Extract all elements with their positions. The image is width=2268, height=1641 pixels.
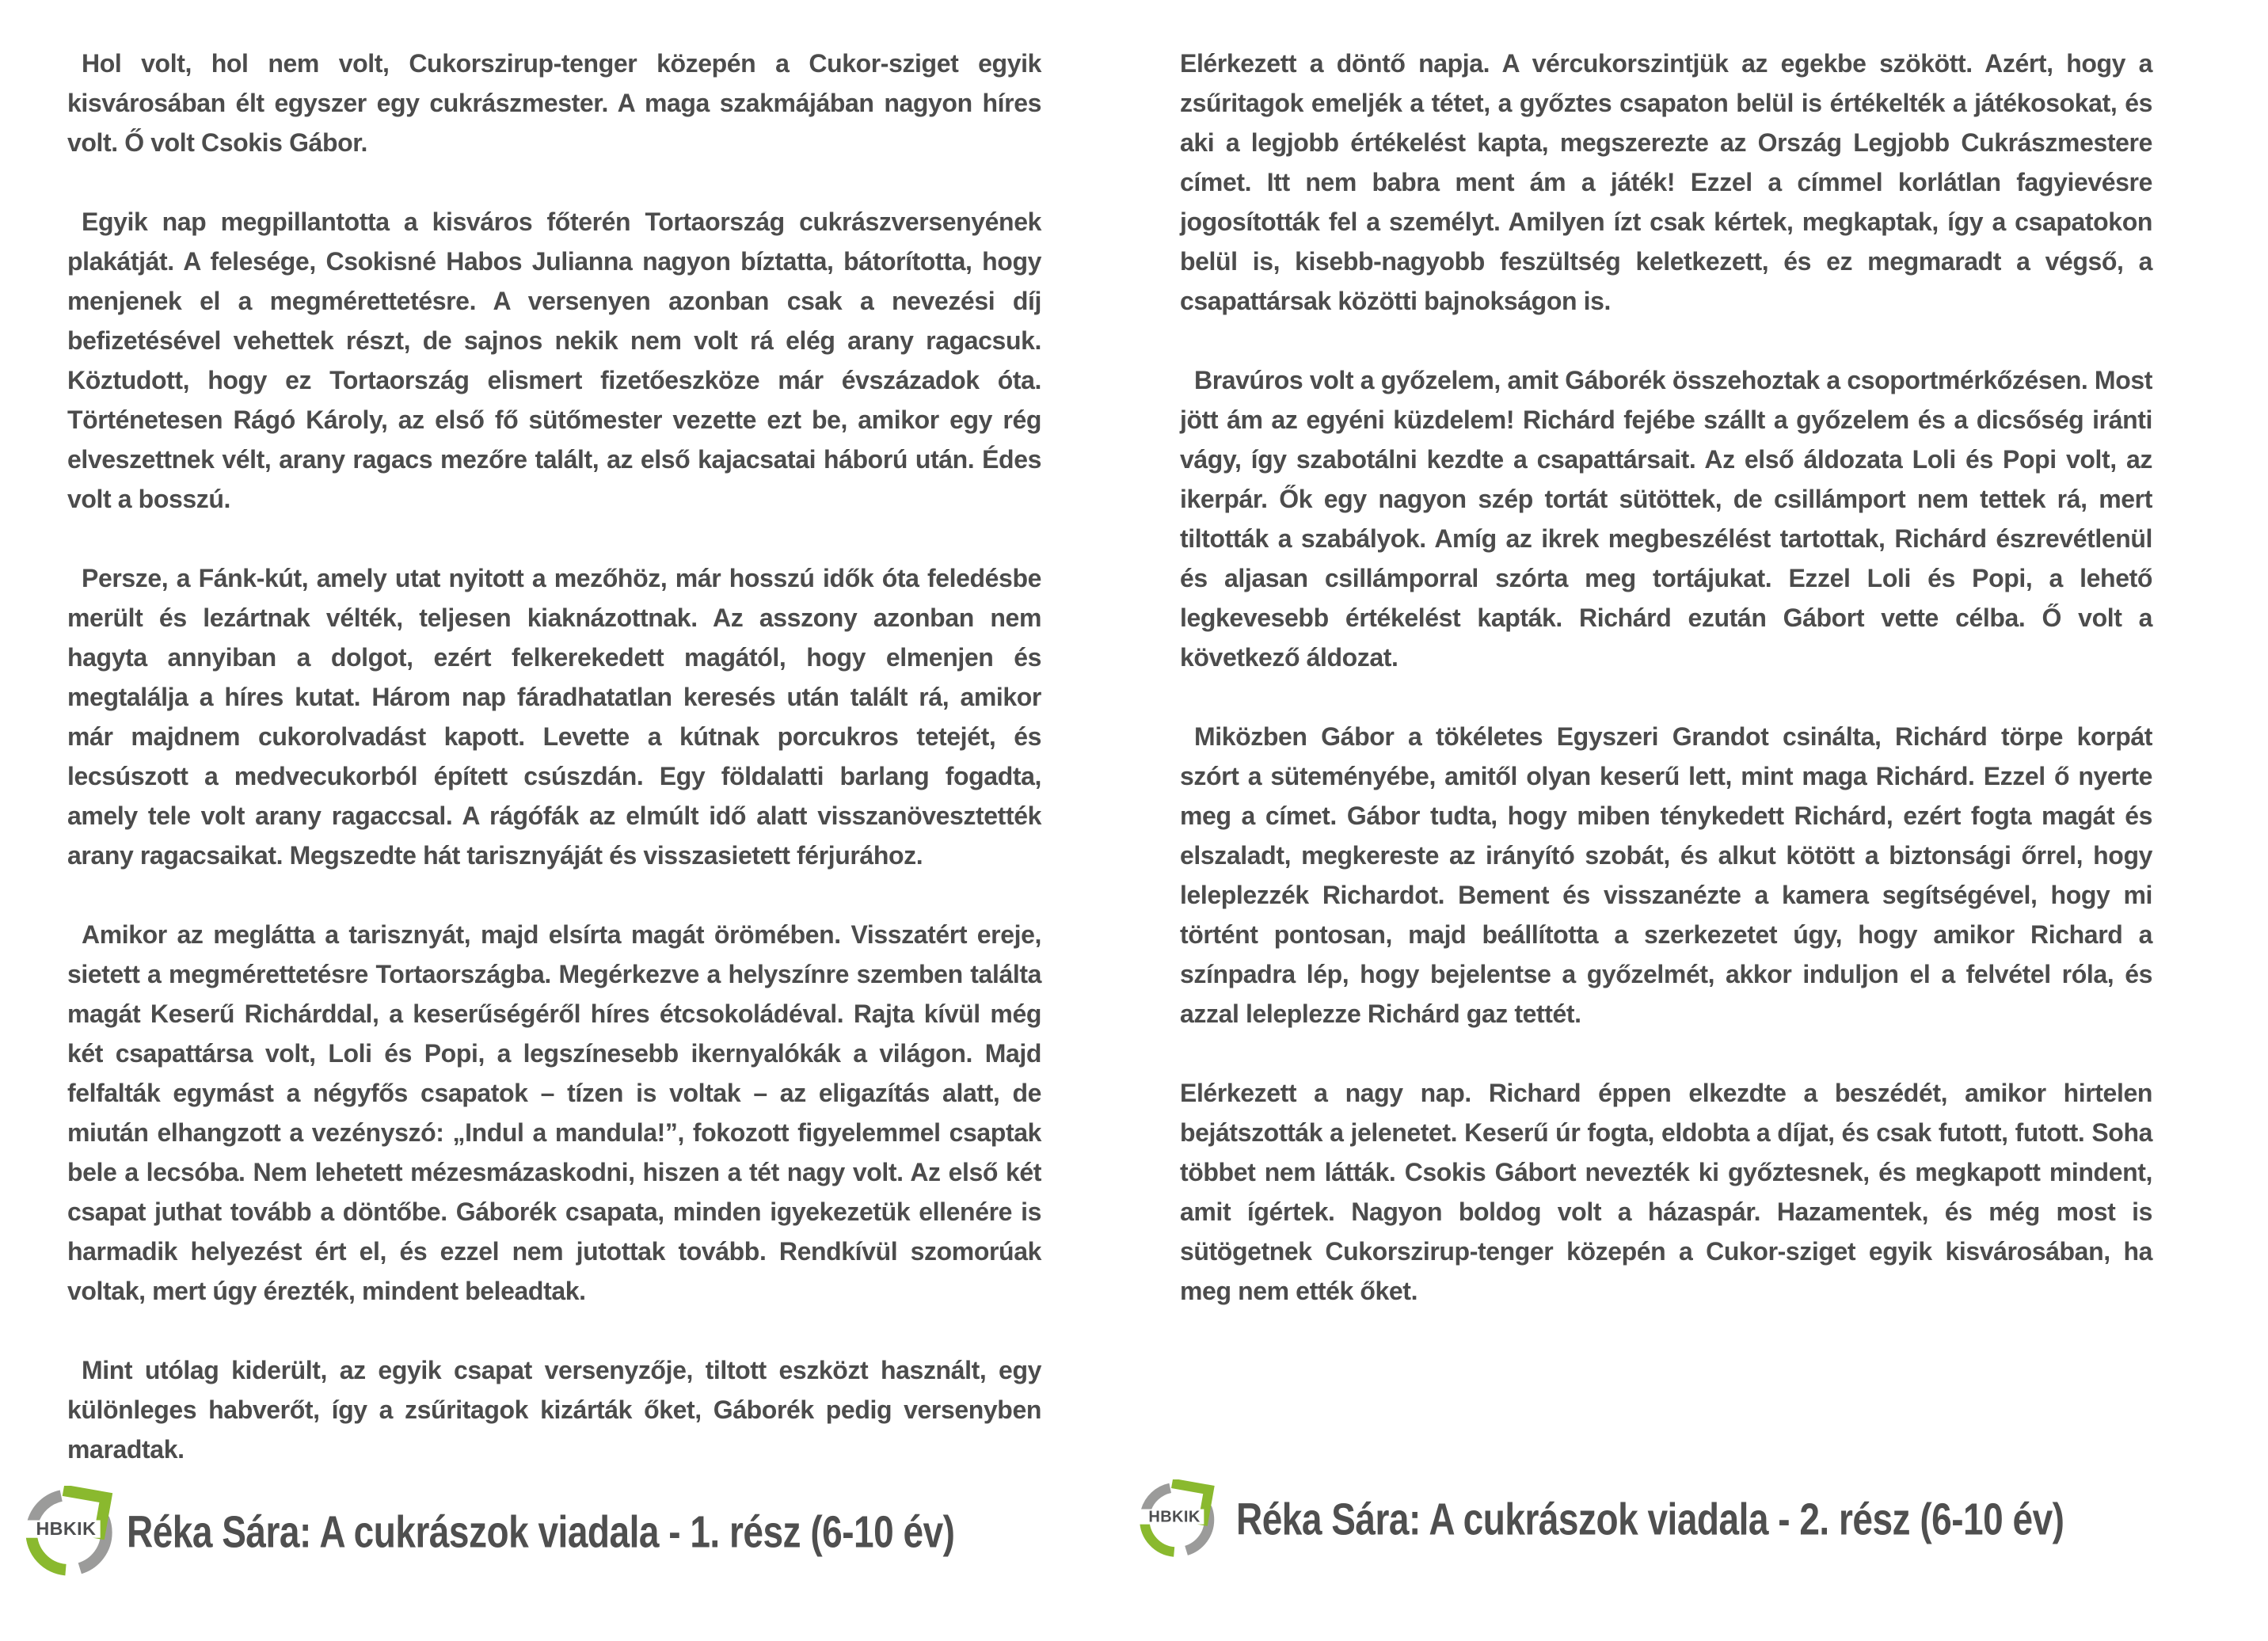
paragraph: Hol volt, hol nem volt, Cukorszirup-tenger közepén a Cukor-sziget egyik kisvárosában élt egyszer egy cukrászmester. A maga szakmájában nagyon híres volt. Ő volt Csokis Gábor.: [67, 49, 1041, 157]
paragraph: Amikor az meglátta a tarisznyát, majd elsírta magát örömében. Visszatért ereje, sietett a megmérettetésre Tortaországba. Megérkezve a helyszínre szemben találta magát Keserű Richárddal, a keserűségéről híres étcsokoládéval. Rajta kívül még két csapattársa volt, Loli és Popi, a legszínesebb ikernyalókák a világon. Majd felfalták egymást a négyfős csapatok – tízen is voltak – az eligazítás alatt, de miután elhangzott a vezényszó: „Indul a mandula!”, fokozott figyelemmel csaptak bele a lecsóba. Nem lehetett mézesmázaskodni, hiszen a tét nagy volt. Az első két csapat juthat tovább a döntőbe. Gáborék csapata, minden igyekezetük ellenére is harmadik helyezést ért el, és ezzel nem jutottak tovább. Rendkívül szomorúak voltak, mert úgy érezték, mindent beleadtak.: [67, 920, 1041, 1305]
right-column: [1180, 44, 2152, 1350]
right-footer-title: Réka Sára: A cukrászok viadala - 2. rész (6-10 év): [1236, 1494, 2064, 1544]
right-footer: [1138, 1479, 2064, 1559]
hbkik-logo: [24, 1486, 116, 1578]
logo-wordmark: HBKIK: [36, 1517, 97, 1539]
paragraph: Elérkezett a nagy nap. Richard éppen elkezdte a beszédét, amikor hirtelen bejátszották a jelenetet. Keserű úr fogta, eldobta a díjat, és csak futott, futott. Soha többet nem látták. Csokis Gábort nevezték ki győztesnek, és megkapott mindent, amit ígértek. Nagyon boldog volt a házaspár. Hazamentek, és még most is sütögetnek Cukorszirup-tenger közepén a Cukor-sziget egyik kisvárosában, ha meg nem ették őket.: [1180, 1079, 2152, 1305]
paragraph: Bravúros volt a győzelem, amit Gáborék összehoztak a csoportmérkőzésen. Most jött ám az egyéni küzdelem! Richárd fejébe szállt a győzelem és a dicsőség iránti vágy, így szabotálni kezdte a csapattársait. Az első áldozata Loli és Popi volt, az ikerpár. Ők egy nagyon szép tortát sütöttek, de csillámport nem tettek rá, mert tiltották a szabályok. Amíg az ikrek megbeszélést tartottak, Richárd észrevétlenül és aljasan csillámporral szórta meg tortájukat. Ezzel Loli és Popi, a lehető legkevesebb értékelést kapták. Richárd ezután Gábort vette célba. Ő volt a következő áldozat.: [1180, 366, 2152, 672]
left-column: [67, 44, 1041, 1509]
paragraph: Egyik nap megpillantotta a kisváros főterén Tortaország cukrászversenyének plakátját. A felesége, Csokisné Habos Julianna nagyon bíztatta, bátorította, hogy menjenek el a megmérettetésre. A versenyen azonban csak a nevezési díj befizetésével vehettek részt, de sajnos nekik nem volt rá elég arany ragacsuk. Köztudott, hogy ez Tortaország elismert fizetőeszköze már évszázadok óta. Történetesen Rágó Károly, az első fő sütőmester vezette ezt be, amikor egy rég elveszettnek vélt, arany ragacs mezőre talált, az első kajacsatai háború után. Édes volt a bosszú.: [67, 208, 1041, 513]
paragraph: Elérkezett a döntő napja. A vércukorszintjük az egekbe szökött. Azért, hogy a zsűritagok emeljék a tétet, a győztes csapaton belül is értékelték a játékosokat, és aki a legjobb értékelést kapta, megszerezte az Ország Legjobb Cukrászmestere címet. Itt nem babra ment ám a játék! Ezzel a címmel korlátlan fagyievésre jogosították fel a személyt. Amilyen ízt csak kértek, megkaptak, így a csapatokon belül is, kisebb-nagyobb feszültség keletkezett, és ez megmaradt a végső, a csapattársak közötti bajnokságon is.: [1180, 49, 2152, 315]
hbkik-logo: [1138, 1479, 1217, 1559]
paragraph: Persze, a Fánk-kút, amely utat nyitott a mezőhöz, már hosszú idők óta feledésbe merült és lezártnak vélték, teljesen kiaknázottnak. Az asszony azonban nem hagyta annyiban a dolgot, ezért felkerekedett magától, hogy elmenjen és megtalálja a híres kutat. Három nap fáradhatatlan keresés után talált rá, amikor már majdnem cukorolvadást kapott. Levette a kútnak porcukros tetejét, és lecsúszott a medvecukorból épített csúszdán. Egy földalatti barlang fogadta, amely tele volt arany ragaccsal. A rágófák az elmúlt idő alatt visszanövesztették arany ragacsaikat. Megszedte hát tarisznyáját és visszasietett férjurához.: [67, 564, 1041, 870]
paragraph: Miközben Gábor a tökéletes Egyszeri Grandot csinálta, Richárd törpe korpát szórt a süteményébe, amitől olyan keserű lett, mint maga Richárd. Ezzel ő nyerte meg a címet. Gábor tudta, hogy miben ténykedett Richárd, ezért fogta magát és elszaladt, megkereste az irányító szobát, és alkut kötött a biztonsági őrrel, hogy leleplezzék Richardot. Bement és visszanézte a kamera segítségével, hogy mi történt pontosan, majd beállította a szerkezetet úgy, hogy amikor Richard a színpadra lép, hogy bejelentse a győzelmét, akkor induljon el a felvétel róla, és azzal leleplezze Richárd gaz tettét.: [1180, 722, 2152, 1028]
left-footer-title: Réka Sára: A cukrászok viadala - 1. rész (6-10 év): [127, 1506, 955, 1557]
left-footer: [24, 1486, 955, 1578]
logo-wordmark: HBKIK: [1148, 1508, 1201, 1526]
paragraph: Mint utólag kiderült, az egyik csapat versenyzője, tiltott eszközt használt, egy különleges habverőt, így a zsűritagok kizárták őket, Gáborék pedig versenyben maradtak.: [67, 1356, 1041, 1464]
